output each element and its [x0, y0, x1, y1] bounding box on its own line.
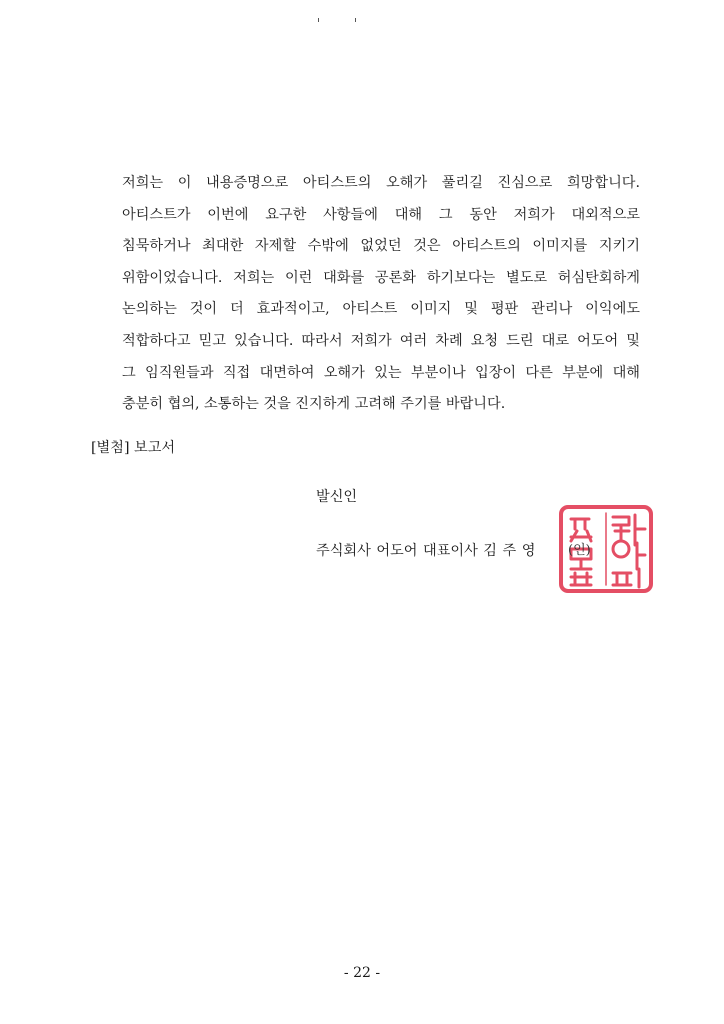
body-line: 아티스트가 이번에 요구한 사항들에 대해 그 동안 저희가 대외적으로 — [122, 206, 640, 223]
seal-mark: (인) — [568, 543, 591, 558]
scan-mark-left — [318, 18, 319, 22]
body-line: 저희는 이 내용증명으로 아티스트의 오해가 풀리길 진심으로 희망합니다. — [122, 175, 640, 191]
page-number: - 22 - — [343, 965, 381, 981]
sender-label: 발신인 — [316, 489, 358, 505]
body-line: 적합하다고 믿고 있습니다. 따라서 저희가 여러 차례 요청 드린 대로 어도어 및 — [122, 332, 640, 349]
sender-name: 주식회사 어도어 대표이사 김 주 영 — [316, 543, 536, 559]
body-line: 위함이었습니다. 저희는 이런 대화를 공론화 하기보다는 별도로 허심탄회하게 — [122, 269, 640, 286]
body-line: 침묵하거나 최대한 자제할 수밖에 없었던 것은 아티스트의 이미지를 지키기 — [122, 238, 640, 255]
attachment-note: [별첨] 보고서 — [91, 440, 176, 456]
scan-mark-right — [355, 18, 356, 22]
body-text — [122, 168, 640, 421]
body-line: 충분히 협의, 소통하는 것을 진지하게 고려해 주기를 바랍니다. — [122, 396, 506, 413]
body-line: 그 임직원들과 직접 대면하여 오해가 있는 부분이나 입장이 다른 부분에 대해 — [122, 364, 640, 381]
body-line: 논의하는 것이 더 효과적이고, 아티스트 이미지 및 평판 관리나 이익에도 — [122, 301, 640, 318]
